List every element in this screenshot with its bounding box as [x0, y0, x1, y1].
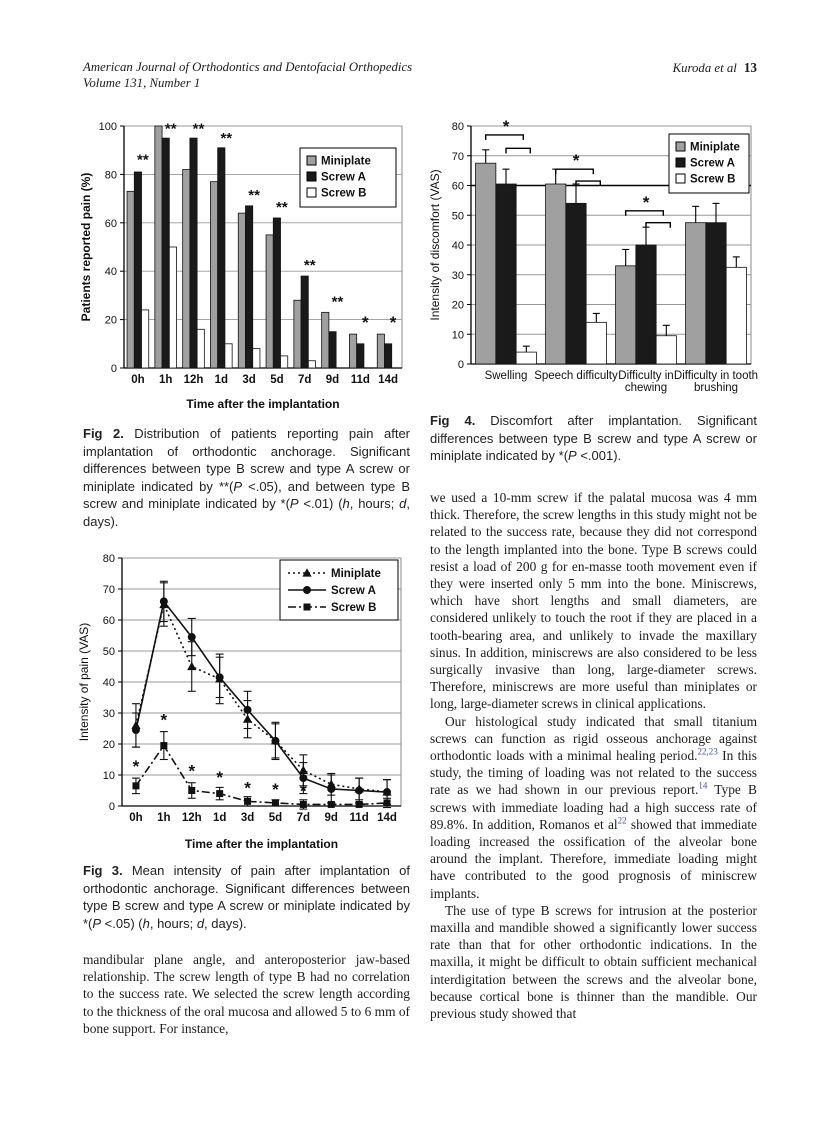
svg-text:**: **: [192, 120, 205, 138]
svg-text:0h: 0h: [131, 374, 145, 386]
journal-title: American Journal of Orthodontics and Dentofacial Orthopedics: [83, 60, 413, 74]
running-head-page-number: 13: [743, 60, 757, 75]
svg-text:50: 50: [451, 210, 464, 223]
svg-text:11d: 11d: [350, 374, 370, 386]
svg-text:*: *: [389, 313, 397, 333]
running-head-authors: Kuroda et al: [672, 61, 737, 75]
svg-text:40: 40: [102, 677, 115, 689]
svg-text:9d: 9d: [324, 812, 338, 824]
fig2-bar-chart: [78, 112, 410, 414]
svg-text:Screw B: Screw B: [690, 173, 736, 186]
svg-text:*: *: [572, 151, 580, 171]
svg-text:Difficulty inchewing: Difficulty in chewing: [618, 370, 674, 394]
fig3-line-chart: [76, 546, 411, 854]
fig2-caption: Fig 2. Distribution of patients reporting pain after implantation of orthodontic anchorage. Significant differences between type B screw and type A screw or miniplate indicated by **(P <.05), and between type B screw and miniplate indicated by *(P <.01) (h, hours; d, days).: [83, 426, 411, 529]
fig4-bar-chart: [427, 112, 759, 400]
svg-text:14d: 14d: [377, 812, 397, 824]
svg-text:Speech difficulty: Speech difficulty: [534, 370, 618, 382]
svg-text:14d: 14d: [378, 374, 399, 386]
svg-text:1h: 1h: [157, 812, 171, 824]
svg-text:60: 60: [104, 217, 117, 230]
svg-text:*: *: [502, 116, 510, 136]
svg-text:Difficulty in toothbrushing: Difficulty in tooth brushing: [673, 370, 759, 394]
svg-text:80: 80: [104, 169, 117, 182]
svg-text:**: **: [276, 198, 288, 216]
svg-text:Miniplate: Miniplate: [321, 155, 371, 168]
left-column-text: [83, 951, 410, 1037]
svg-text:80: 80: [451, 121, 464, 133]
svg-text:**: **: [331, 293, 344, 311]
svg-text:12h: 12h: [181, 812, 202, 824]
svg-text:**: **: [137, 151, 149, 169]
fig4-caption: Fig 4. Discomfort after implantation. Significant differences between type B screw and type A screw or miniplate indicated by *(P <.001).: [430, 413, 757, 464]
svg-text:50: 50: [102, 646, 115, 658]
svg-text:3d: 3d: [240, 812, 255, 824]
svg-text:11d: 11d: [349, 812, 369, 824]
journal-header: [83, 60, 412, 92]
svg-text:Intensity of pain (VAS): Intensity of pain (VAS): [77, 622, 91, 742]
body-paragraph: The use of type B screws for intrusion at the posterior maxilla and mandible showed a significantly lower success rate than that for other orthodontic indications. In the maxilla, it might be difficult to obtain sufficient mechanical interdigitation between the screws and the alveolar bone, because cortical bone is thinner than the mandible. Our previous study showed that: [430, 902, 757, 1022]
svg-text:*: *: [188, 761, 196, 781]
svg-text:0: 0: [457, 359, 464, 371]
svg-text:Screw A: Screw A: [690, 157, 735, 170]
svg-text:Miniplate: Miniplate: [690, 141, 740, 154]
svg-text:20: 20: [104, 314, 117, 327]
svg-text:Patients reported pain (%): Patients reported pain (%): [79, 172, 93, 322]
svg-text:Screw A: Screw A: [321, 171, 366, 184]
svg-text:Time after the implantation: Time after the implantation: [184, 837, 339, 851]
svg-text:*: *: [216, 767, 223, 787]
body-paragraph: mandibular plane angle, and anteroposterior jaw-based relationship. The screw length of type B had no correlation to the success rate. We selected the screw length according to the thickness of the oral mucosa and allowed 5 to 6 mm of bone support. For instance,: [83, 952, 410, 1036]
svg-text:*: *: [244, 778, 251, 798]
svg-text:5d: 5d: [270, 374, 284, 386]
svg-text:**: **: [303, 256, 316, 274]
svg-text:30: 30: [451, 269, 464, 282]
svg-text:Intensity of discomfort (VAS): Intensity of discomfort (VAS): [428, 169, 442, 321]
svg-text:1h: 1h: [158, 374, 173, 386]
journal-volume: Volume 131, Number 1: [83, 75, 201, 90]
svg-text:1d: 1d: [212, 812, 227, 824]
svg-text:*: *: [642, 192, 650, 212]
svg-text:40: 40: [451, 240, 464, 252]
svg-text:30: 30: [102, 708, 115, 720]
svg-text:10: 10: [102, 770, 115, 782]
svg-text:70: 70: [451, 150, 464, 163]
svg-text:*: *: [300, 781, 307, 801]
svg-text:5d: 5d: [268, 812, 283, 824]
svg-text:0: 0: [110, 363, 117, 375]
svg-text:*: *: [132, 756, 140, 776]
svg-text:*: *: [361, 313, 369, 333]
svg-text:*: *: [160, 710, 168, 730]
svg-text:Miniplate: Miniplate: [331, 568, 381, 580]
body-paragraph: we used a 10-mm screw if the palatal mucosa was 4 mm thick. Therefore, the screw lengths in this study might not be related to the success rate, because they did not correspond to the length implanted into the bone. Type B screws could resist a load of 200 g for en-masse tooth movement even if they were inserted only 5 mm into the bone. Miniscrews, which have short lengths and small diameters, are considered unlikely to touch the root if they are placed in a tooth-bearing area, and unlikely to invade the maxillary sinus. In addition, miniscrews are also considered to be less surgically invasive than long, large-diameter screws. Therefore, miniscrews are more useful than miniplates or long, large-diameter screws in clinical applications.: [430, 490, 757, 712]
svg-text:10: 10: [451, 329, 464, 342]
svg-text:7d: 7d: [296, 812, 311, 824]
svg-text:80: 80: [102, 553, 115, 565]
svg-text:Screw B: Screw B: [331, 602, 377, 614]
svg-text:Screw A: Screw A: [331, 585, 376, 597]
svg-text:20: 20: [451, 299, 464, 312]
svg-text:**: **: [248, 186, 260, 204]
fig3-caption: Fig 3. Mean intensity of pain after implantation of orthodontic anchorage. Significant differences between type B screw and type A screw or miniplate indicated by *(P <.05) (h, hours; d, days).: [83, 863, 410, 931]
svg-text:100: 100: [98, 121, 117, 133]
right-column-text: [430, 489, 757, 1022]
svg-text:60: 60: [102, 615, 115, 627]
svg-text:0h: 0h: [129, 812, 143, 824]
running-head: [673, 60, 757, 76]
svg-text:Time after the implantation: Time after the implantation: [186, 397, 340, 411]
svg-text:*: *: [272, 780, 279, 800]
svg-text:1d: 1d: [214, 374, 229, 386]
svg-text:12h: 12h: [183, 374, 204, 386]
svg-text:**: **: [164, 120, 177, 138]
svg-text:0: 0: [108, 801, 115, 813]
svg-text:60: 60: [451, 180, 464, 193]
body-paragraph: Our histological study indicated that small titanium screws can function as rigid osseous anchorage against orthodontic loads with a minimal healing period.$^{22,23}$ In this study, the timing of loading was not related to the success rate as we had shown in our previous report.$^{14}$ Type B screws with immediate loading had a high success rate of 89.8%. In addition, Romanos et al$^{22}$ showed that immediate loading increased the ossification of the alveolar bone around the implant. Therefore, immediate loading might have contributed to the good prognosis of miniscrew implants.: [430, 713, 757, 901]
svg-text:40: 40: [104, 266, 117, 279]
svg-text:**: **: [220, 129, 233, 147]
svg-text:9d: 9d: [325, 374, 340, 386]
svg-text:Screw B: Screw B: [321, 187, 367, 200]
svg-text:Swelling: Swelling: [484, 370, 528, 382]
svg-text:20: 20: [102, 739, 115, 751]
svg-text:3d: 3d: [242, 374, 256, 386]
svg-text:70: 70: [102, 584, 115, 596]
svg-text:7d: 7d: [297, 374, 312, 386]
